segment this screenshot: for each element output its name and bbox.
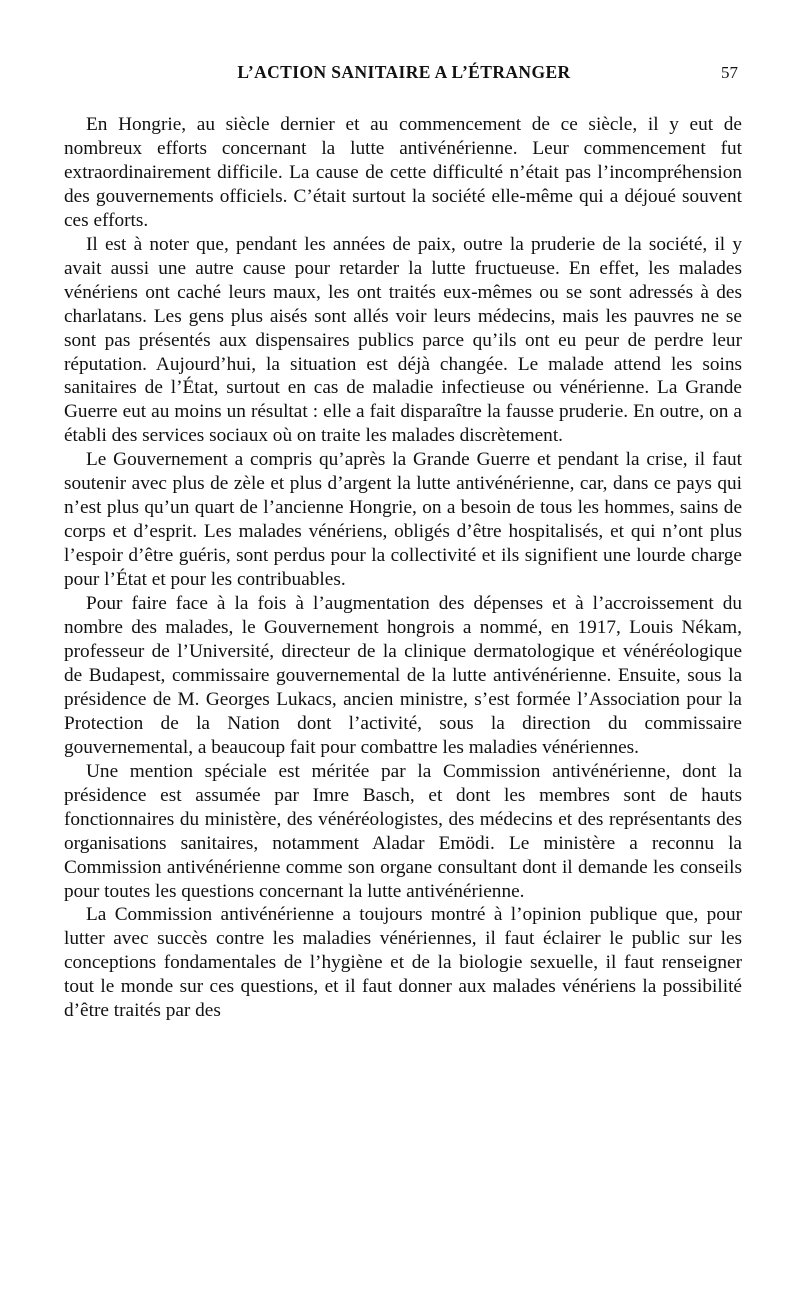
running-title: L’ACTION SANITAIRE A L’ÉTRANGER [237, 62, 571, 82]
paragraph-5: Une mention spéciale est méritée par la Commission antivénérienne, dont la présidence est assumée par Imre Basch, et dont les membres sont de hauts fonctionnaires du ministère, des vénéréologistes, des médecins et des représentants des organisations sanitaires, notamment Aladar Emödi. Le ministère a reconnu la Commission antivénérienne comme son organe consultant dont il demande les conseils pour toutes les questions concernant la lutte antivénérienne. [64, 760, 742, 902]
paragraph-3: Le Gouvernement a compris qu’après la Grande Guerre et pendant la crise, il faut soutenir avec plus de zèle et plus d’argent la lutte antivénérienne, car, dans ce pays qui n’est plus qu’un quart de l’ancienne Hongrie, on a besoin de tous les hommes, sains de corps et d’esprit. Les malades vénériens, obligés d’être hospitalisés, et qui n’ont plus l’espoir d’être guéris, sont perdus pour la collectivité et ils signifient une lourde charge pour l’État et pour les contribuables. [64, 449, 742, 591]
body-text [64, 113, 742, 1023]
page-number: 57 [721, 63, 738, 82]
running-head [64, 62, 744, 92]
paragraph-6: La Commission antivénérienne a toujours montré à l’opinion publique que, pour lutter avec succès contre les maladies vénériennes, il faut éclairer le public sur les conceptions fondamentales de l’hygiène et de la biologie sexuelle, il faut renseigner tout le monde sur ces questions, et il faut donner aux malades vénériens la possibilité d’être traités par des [64, 904, 742, 1022]
paragraph-4: Pour faire face à la fois à l’augmentation des dépenses et à l’accroissement du nombre des malades, le Gouvernement hongrois a nommé, en 1917, Louis Nékam, professeur de l’Université, directeur de la clinique dermatologique et vénéréologique de Budapest, commissaire gouvernemental de la lutte antivénérienne. Ensuite, sous la présidence de M. Georges Lukacs, ancien ministre, s’est formée l’Association pour la Protection de la Nation dont l’activité, sous la direction du commissaire gouvernemental, a beaucoup fait pour combattre les maladies vénériennes. [64, 593, 742, 758]
paragraph-1: En Hongrie, au siècle dernier et au commencement de ce siècle, il y eut de nombreux efforts concernant la lutte antivénérienne. Leur commencement fut extraordinairement difficile. La cause de cette difficulté n’était pas l’incompréhension des gouvernements officiels. C’était surtout la société elle-même qui a déjoué souvent ces efforts. [64, 114, 742, 231]
paragraph-2: Il est à noter que, pendant les années de paix, outre la pruderie de la société, il y avait aussi une autre cause pour retarder la lutte fructueuse. En effet, les malades vénériens ont caché leurs maux, les ont traités eux-mêmes ou se sont adressés à des charlatans. Les gens plus aisés sont allés voir leurs médecins, mais les pauvres ne se sont pas présentés aux dispensaires publics parce qu’ils ont eu peur de perdre leur réputation. Aujourd’hui, la situation est déjà changée. Le malade attend les soins sanitaires de l’État, surtout en cas de maladie infectieuse ou vénérienne. La Grande Guerre eut au moins un résultat : elle a fait disparaître la fausse pruderie. En outre, on a établi des services sociaux où on traite les malades discrètement. [64, 233, 742, 447]
